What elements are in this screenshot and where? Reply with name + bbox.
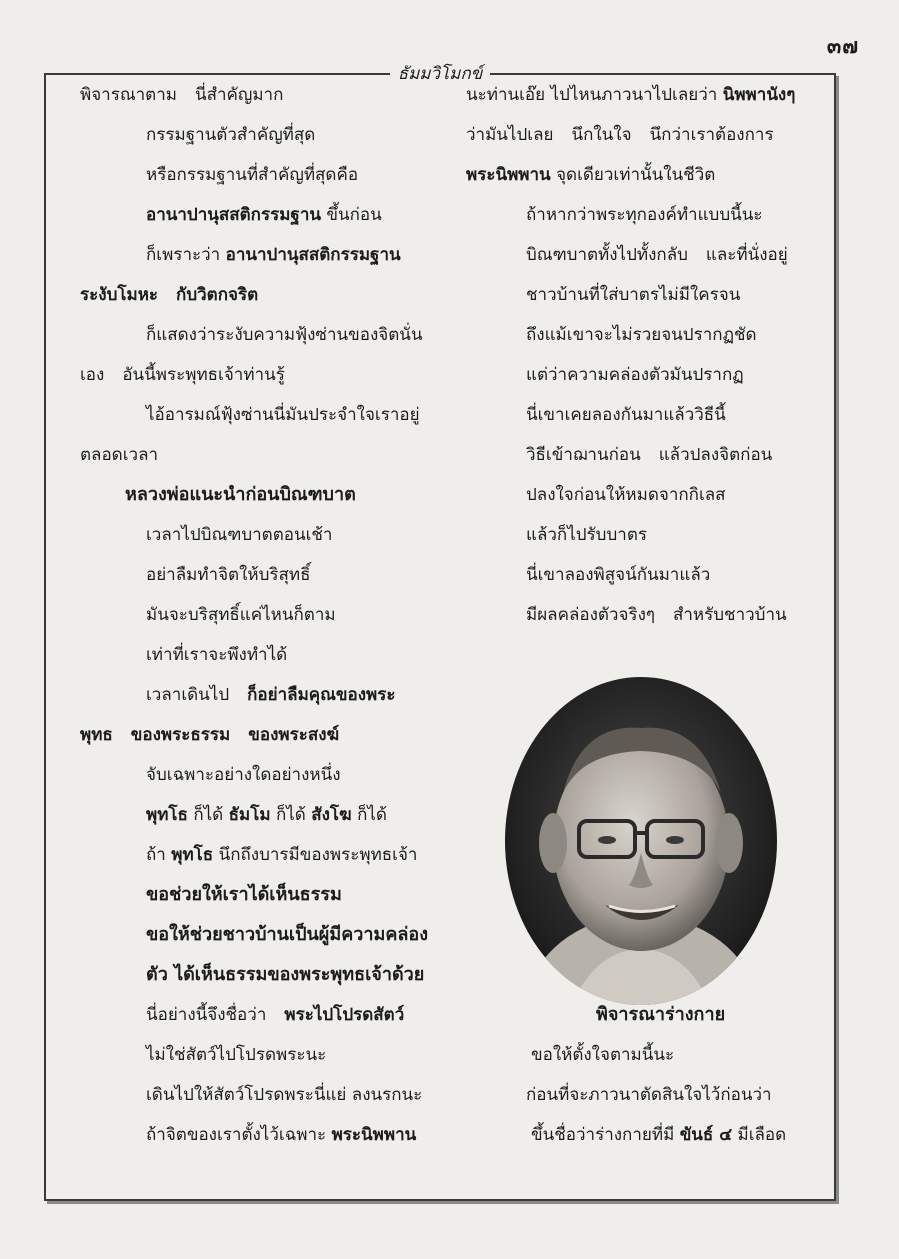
text-line: พุทธ ของพระธรรม ของพระสงฆ์ [80,725,340,745]
text-line: แล้วก็ไปรับบาตร [526,525,647,545]
text-line: จับเฉพาะอย่างใดอย่างหนึ่ง [146,765,341,785]
text-line: ปลงใจก่อนให้หมดจากกิเลส [526,485,726,505]
text-line: อานาปานุสสติกรรมฐาน ขึ้นก่อน [146,205,382,225]
text-line: กรรมฐานตัวสำคัญที่สุด [146,125,316,145]
text-line: ถึงแม้เขาจะไม่รวยจนปรากฏชัด [526,325,757,345]
page-number: ๓๗ [826,34,859,58]
text-line: ก็เพราะว่า อานาปานุสสติกรรมฐาน [146,245,401,265]
text-line: นี่เขาเคยลองกันมาแล้ววิธีนี้ [526,405,726,425]
text-line: นี่อย่างนี้จึงชื่อว่า พระไปโปรดสัตว์ [146,1005,405,1025]
text-line: ถ้าหากว่าพระทุกองค์ทำแบบนี้นะ [526,205,763,225]
spacer [466,635,826,675]
text-line: ขอช่วยให้เราได้เห็นธรรม [146,884,342,905]
text-line: ถ้าจิตของเราตั้งไว้เฉพาะ พระนิพพาน [146,1125,417,1145]
text-line: หรือกรรมฐานที่สำคัญที่สุดคือ [146,165,359,185]
text-line: ถ้า พุทโธ นึกถึงบารมีของพระพุทธเจ้า [146,845,418,865]
text-line: พระนิพพาน จุดเดียวเท่านั้นในชีวิต [466,165,716,185]
portrait-photo [501,673,781,1009]
text-line: วิธีเข้าฌานก่อน แล้วปลงจิตก่อน [526,445,773,465]
text-line: ตลอดเวลา [80,445,159,465]
section-heading: หลวงพ่อแนะนำก่อนบิณฑบาต [125,484,356,505]
text-line: ขอให้ตั้งใจตามนี้นะ [531,1045,675,1065]
text-line: ขอให้ช่วยชาวบ้านเป็นผู้มีความคล่อง [146,924,428,945]
text-line: ก่อนที่จะภาวนาตัดสินใจไว้ก่อนว่า [526,1085,772,1105]
text-line: ตัว ได้เห็นธรรมของพระพุทธเจ้าด้วย [146,964,425,985]
text-line: บิณฑบาตทั้งไปทั้งกลับ และที่นั่งอยู่ [526,245,788,265]
text-line: นี่เขาลองพิสูจน์กันมาแล้ว [526,565,711,585]
text-line: พุทโธ ก็ได้ ธัมโม ก็ได้ สังโฆ ก็ได้ [146,805,387,825]
text-line: ขึ้นชื่อว่าร่างกายที่มี ขันธ์ ๔ มีเลือด [531,1125,787,1145]
text-line: มันจะบริสุทธิ์แค่ไหนก็ตาม [146,605,336,625]
text-line: แต่ว่าความคล่องตัวมันปรากฏ [526,365,744,385]
text-line: ก็แสดงว่าระงับความฟุ้งซ่านของจิตนั่น [146,325,423,345]
section-heading: พิจารณาร่างกาย [596,1004,726,1025]
running-head-title: ธัมมวิโมกข์ [390,64,491,84]
text-line: อย่าลืมทำจิตให้บริสุทธิ์ [146,565,311,585]
text-line: ระงับโมหะ กับวิตกจริต [80,285,259,305]
text-line: เดินไปให้สัตว์โปรดพระนี่แย่ ลงนรกนะ [146,1085,423,1105]
text-line: ไม่ใช่สัตว์ไปโปรดพระนะ [146,1045,327,1065]
left-column [80,75,450,1155]
text-line: มีผลคล่องตัวจริงๆ สำหรับชาวบ้าน [526,605,787,625]
text-line: เอง อันนี้พระพุทธเจ้าท่านรู้ [80,365,285,385]
text-line: ไอ้อารมณ์ฟุ้งซ่านนี่มันประจำใจเราอยู่ [146,405,420,425]
text-line: ว่ามันไปเลย นึกในใจ นึกว่าเราต้องการ [466,125,774,145]
monk-portrait-image [501,673,781,1009]
text-line: ชาวบ้านที่ใส่บาตรไม่มีใครจน [526,285,741,305]
text-frame [44,64,836,1201]
text-line: เท่าที่เราจะพึงทำได้ [146,645,288,665]
text-line: พิจารณาตาม นี่สำคัญมาก [80,85,284,105]
text-line: นะท่านเอ๊ย ไปไหนภาวนาไปเลยว่า นิพพานังๆ [466,85,796,105]
text-line: เวลาไปบิณฑบาตตอนเช้า [146,525,333,545]
text-line: เวลาเดินไป ก็อย่าลืมคุณของพระ [146,685,396,705]
